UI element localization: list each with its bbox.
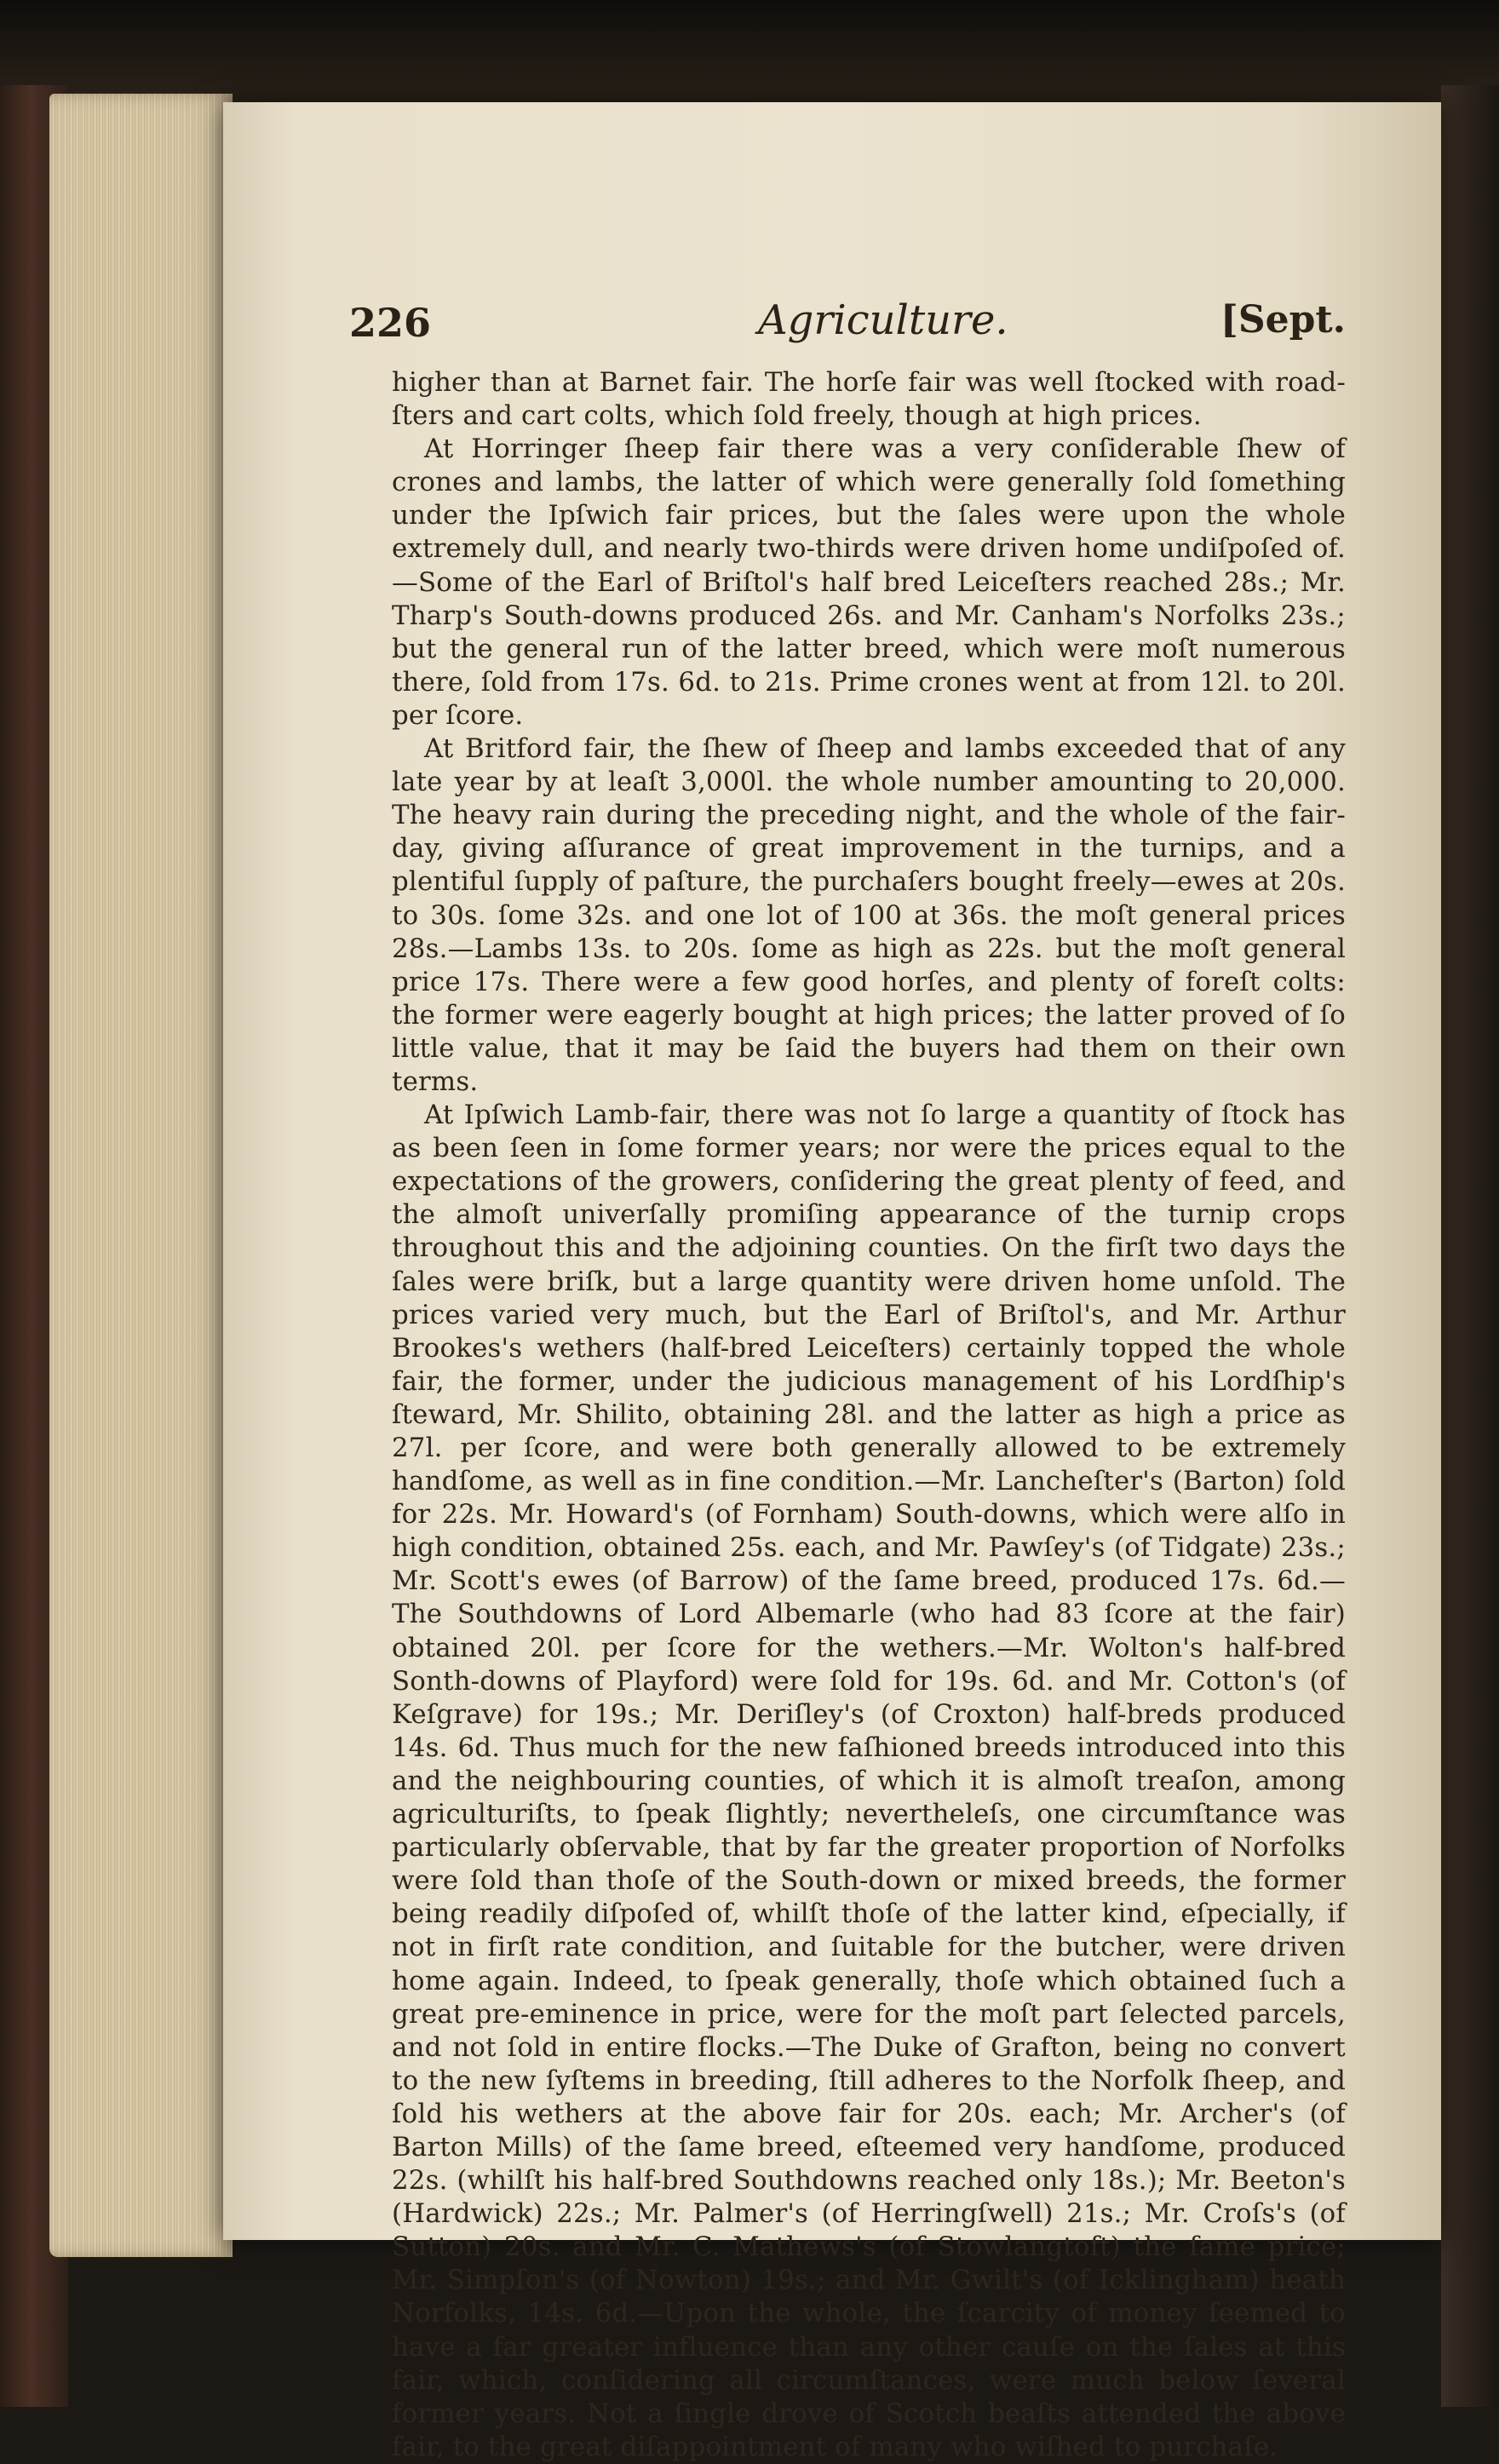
page-number: 226 bbox=[349, 300, 432, 346]
body-text bbox=[392, 366, 1346, 2464]
background-right bbox=[1441, 85, 1499, 2407]
paragraph-3: At Britford fair, the ſhew of ſheep and lambs exceeded that of any late year by at leaſt 3,000l. the whole number amounting to 20,000. The heavy rain during the preceding night, and the whole of the fair-day, giving aſſurance of great improvement in the turnips, and a plentiful ſupply of paſture, the purchaſers bought freely—ewes at 20s. to 30s. ſome 32s. and one lot of 100 at 36s. the moſt general prices 28s.—Lambs 13s. to 20s. ſome as high as 22s. but the moſt general price 17s. There were a few good horſes, and plenty of foreſt colts: the former were eagerly bought at high prices; the latter proved of ſo little value, that it may be ſaid the buyers had them on their own terms. bbox=[392, 733, 1346, 1097]
running-title: Agriculture. bbox=[758, 296, 1008, 344]
running-month: [Sept. bbox=[1220, 298, 1346, 342]
background-top bbox=[0, 0, 1499, 102]
page-edges bbox=[49, 94, 233, 2257]
paragraph-4: At Ipſwich Lamb-fair, there was not ſo large a quantity of ſtock has as been ſeen in ſome former years; nor were the prices equal to the expectations of the growers, conſidering the great plenty of feed, and the almoſt univerſally promiſing appearance of the turnip crops throughout this and the adjoining counties. On the firſt two days the ſales were briſk, but a large quantity were driven home unſold. The prices varied very much, but the Earl of Briſtol's, and Mr. Arthur Brookes's wethers (half-bred Leiceſters) certainly topped the whole fair, the former, under the judicious management of his Lordſhip's ſteward, Mr. Shilito, obtaining 28l. and the latter as high a price as 27l. per ſcore, and were both generally allowed to be extremely handſome, as well as in fine condition.—Mr. Lancheſter's (Barton) ſold for 22s. Mr. Howard's (of Fornham) South-downs, which were alſo in high condition, obtained 25s. each, and Mr. Pawſey's (of Tidgate) 23s.; Mr. Scott's ewes (of Barrow) of the ſame breed, produced 17s. 6d.—The Southdowns of Lord Albemarle (who had 83 ſcore at the fair) obtained 20l. per ſcore for the wethers.—Mr. Wolton's half-bred Sonth-downs of Playford) were ſold for 19s. 6d. and Mr. Cotton's (of Keſgrave) for 19s.; Mr. Deriſley's (of Croxton) half-breds produced 14s. 6d. Thus much for the new faſhioned breeds introduced into this and the neighbouring counties, of which it is almoſt treaſon, among agriculturiſts, to ſpeak ſlightly; nevertheleſs, one circumſtance was particularly obſervable, that by far the greater proportion of Norfolks were ſold than thoſe of the South-down or mixed breeds, the former being readily diſpoſed of, whilſt thoſe of the latter kind, eſpecially, if not in firſt rate condition, and ſuitable for the butcher, were driven home again. Indeed, to ſpeak generally, thoſe which obtained ſuch a great pre-eminence in price, were for the moſt part ſelected parcels, and not ſold in entire flocks.—The Duke of Grafton, being no convert to the new ſyſtems in breeding, ſtill adheres to the Norfolk ſheep, and ſold his wethers at the above fair for 20s. each; Mr. Archer's (of Barton Mills) of the ſame breed, eſteemed very handſome, produced 22s. (whilſt his half-bred Southdowns reached only 18s.); Mr. Beeton's (Hardwick) 22s.; Mr. Palmer's (of Herringſwell) 21s.; Mr. Croſs's (of Sutton) 20s. and Mr. C. Mathews's (of Stowlangtoft) the ſame price; Mr. Simpſon's (of Nowton) 19s.; and Mr. Gwilt's (of Icklingham) heath Norfolks, 14s. 6d.—Upon the whole, the ſcarcity of money ſeemed to have a far greater influence than any other cauſe on the ſales at this fair, which, conſidering all circumſtances, were much below ſeveral former years. Not a ſingle drove of Scotch beaſts attended the above fair, to the great diſappointment of many who wiſhed to purchaſe. bbox=[392, 1100, 1346, 2462]
paragraph-1: higher than at Barnet fair. The horſe fair was well ſtocked with road-ſters and cart colts, which ſold freely, though at high prices. bbox=[392, 367, 1346, 432]
paragraph-2: At Horringer ſheep fair there was a very conſiderable ſhew of crones and lambs, the latter of which were generally ſold ſomething under the Ipſwich fair prices, but the ſales were upon the whole extremely dull, and nearly two-thirds were driven home undiſpoſed of.—Some of the Earl of Briſtol's half bred Leiceſters reached 28s.; Mr. Tharp's South-downs produced 26s. and Mr. Canham's Norfolks 23s.; but the general run of the latter breed, which were moſt numerous there, ſold from 17s. 6d. to 21s. Prime crones went at from 12l. to 20l. per ſcore. bbox=[392, 434, 1346, 731]
running-header bbox=[341, 296, 1346, 356]
